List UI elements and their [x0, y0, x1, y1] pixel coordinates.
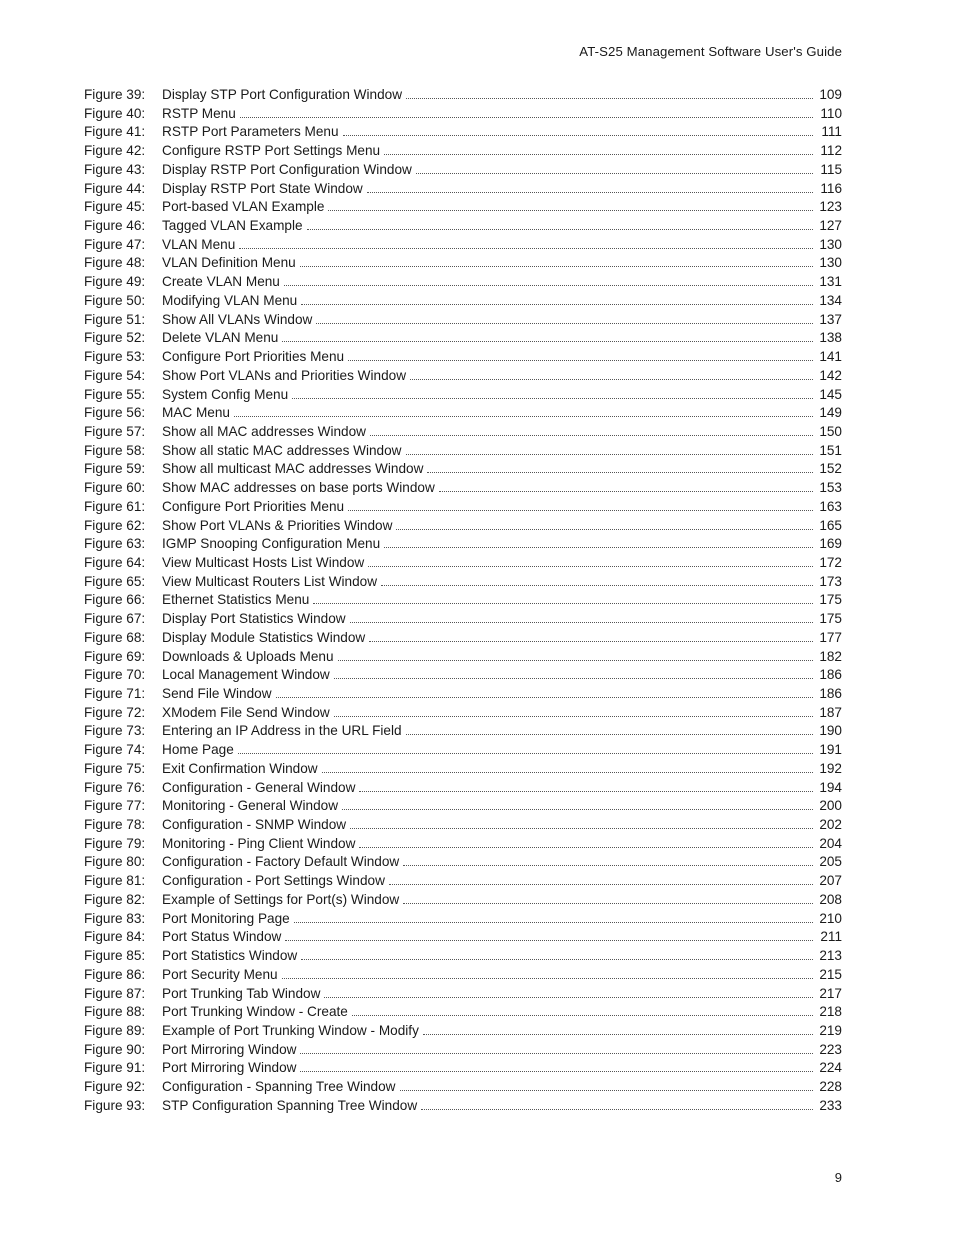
toc-entry[interactable]	[84, 835, 842, 854]
figure-label: Figure 58:	[84, 442, 146, 458]
dot-leader	[348, 509, 813, 511]
figure-page-number: 109	[819, 87, 842, 102]
dot-leader	[389, 883, 813, 885]
figure-page-number: 153	[819, 480, 842, 496]
figure-title: Show all multicast MAC addresses Window	[162, 461, 424, 477]
figure-title: Delete VLAN Menu	[162, 330, 279, 346]
figure-title: Display Port Statistics Window	[162, 611, 346, 627]
dot-leader	[348, 359, 813, 361]
figure-page-number: 208	[819, 891, 842, 907]
toc-entry[interactable]	[84, 236, 842, 255]
figure-page-number: 219	[819, 1022, 842, 1038]
running-header: AT-S25 Management Software User's Guide	[579, 44, 842, 59]
figure-page-number: 115	[820, 161, 842, 177]
figure-page-number: 207	[819, 873, 842, 889]
figure-label: Figure 68:	[84, 629, 146, 645]
figure-title: Monitoring - Ping Client Window	[162, 835, 356, 851]
figure-title: Port Trunking Tab Window	[162, 985, 321, 1001]
dot-leader	[284, 284, 813, 286]
dot-leader	[359, 846, 813, 848]
figure-label: Figure 86:	[84, 966, 146, 982]
figure-page-number: 149	[819, 405, 842, 421]
figure-label: Figure 73:	[84, 723, 146, 739]
dot-leader	[367, 191, 813, 193]
figure-page-number: 205	[819, 854, 842, 870]
dot-leader	[316, 322, 813, 324]
toc-entry[interactable]	[84, 1097, 842, 1116]
figure-title: Configuration - Port Settings Window	[162, 873, 385, 889]
dot-leader	[381, 584, 813, 586]
figure-label: Figure 59:	[84, 461, 146, 477]
dot-leader	[300, 1052, 813, 1054]
figure-page-number: 204	[819, 835, 842, 851]
toc-entry[interactable]	[84, 198, 842, 217]
figure-title: Configuration - Spanning Tree Window	[162, 1079, 396, 1095]
figure-page-number: 228	[819, 1079, 842, 1095]
figure-label: Figure 88:	[84, 1004, 146, 1020]
figure-title: Example of Settings for Port(s) Window	[162, 891, 400, 907]
figure-label: Figure 49:	[84, 274, 146, 290]
figure-title: Display STP Port Configuration Window	[162, 87, 403, 102]
toc-entry[interactable]	[84, 910, 842, 929]
figure-label: Figure 47:	[84, 236, 146, 252]
toc-entry[interactable]	[84, 722, 842, 741]
toc-entry[interactable]	[84, 123, 842, 142]
toc-entry[interactable]	[84, 554, 842, 573]
toc-entry[interactable]	[84, 685, 842, 704]
figure-label: Figure 56:	[84, 405, 146, 421]
figure-title: Port Status Window	[162, 929, 282, 945]
figure-title: Configuration - General Window	[162, 779, 356, 795]
figure-title: Tagged VLAN Example	[162, 218, 303, 234]
figure-label: Figure 54:	[84, 367, 146, 383]
figure-page-number: 213	[819, 948, 842, 964]
figure-label: Figure 91:	[84, 1060, 146, 1076]
figure-label: Figure 85:	[84, 948, 146, 964]
figure-title: Show All VLANs Window	[162, 311, 313, 327]
figure-page-number: 187	[819, 704, 842, 720]
figure-label: Figure 74:	[84, 742, 146, 758]
dot-leader	[342, 808, 813, 810]
dot-leader	[307, 228, 813, 230]
figure-page-number: 123	[819, 199, 842, 215]
figure-title: Create VLAN Menu	[162, 274, 280, 290]
figure-page-number: 112	[820, 143, 842, 159]
figure-page-number: 145	[819, 386, 842, 402]
toc-entry[interactable]	[84, 311, 842, 330]
figure-title: RSTP Port Parameters Menu	[162, 124, 339, 140]
figure-title: Show MAC addresses on base ports Window	[162, 480, 435, 496]
figure-page-number: 169	[819, 536, 842, 552]
figure-label: Figure 42:	[84, 143, 146, 159]
figure-label: Figure 40:	[84, 105, 146, 121]
figure-label: Figure 79:	[84, 835, 146, 851]
toc-entry[interactable]	[84, 348, 842, 367]
dot-leader	[403, 902, 813, 904]
toc-entry[interactable]	[84, 1003, 842, 1022]
toc-entry[interactable]	[84, 779, 842, 798]
toc-entry[interactable]	[84, 423, 842, 442]
toc-entry[interactable]	[84, 479, 842, 498]
figure-page-number: 150	[819, 423, 842, 439]
figure-label: Figure 81:	[84, 873, 146, 889]
figure-page-number: 131	[819, 274, 842, 290]
dot-leader	[350, 827, 813, 829]
figure-page-number: 142	[819, 367, 842, 383]
figure-label: Figure 83:	[84, 910, 146, 926]
figure-label: Figure 52:	[84, 330, 146, 346]
dot-leader	[406, 97, 813, 99]
list-of-figures	[84, 86, 842, 1116]
page-number: 9	[834, 1170, 842, 1185]
toc-entry[interactable]	[84, 872, 842, 891]
toc-entry[interactable]	[84, 498, 842, 517]
figure-label: Figure 82:	[84, 891, 146, 907]
figure-label: Figure 44:	[84, 180, 146, 196]
figure-label: Figure 39:	[84, 87, 146, 102]
toc-entry[interactable]	[84, 86, 842, 105]
toc-entry[interactable]	[84, 629, 842, 648]
figure-title: Show Port VLANs & Priorities Window	[162, 517, 393, 533]
toc-entry[interactable]	[84, 985, 842, 1004]
figure-label: Figure 77:	[84, 798, 146, 814]
figure-page-number: 224	[819, 1060, 842, 1076]
figure-label: Figure 64:	[84, 554, 146, 570]
figure-label: Figure 69:	[84, 648, 146, 664]
figure-title: Show all static MAC addresses Window	[162, 442, 402, 458]
figure-label: Figure 71:	[84, 686, 146, 701]
dot-leader	[406, 453, 814, 455]
figure-label: Figure 55:	[84, 386, 146, 402]
toc-entry[interactable]	[84, 161, 842, 180]
toc-entry[interactable]	[84, 535, 842, 554]
dot-leader	[350, 621, 813, 623]
figure-label: Figure 75:	[84, 760, 146, 776]
figure-label: Figure 57:	[84, 423, 146, 439]
figure-page-number: 151	[819, 442, 842, 458]
figure-title: Home Page	[162, 742, 234, 758]
dot-leader	[410, 378, 813, 380]
toc-entry[interactable]	[84, 404, 842, 423]
figure-page-number: 186	[819, 686, 842, 701]
figure-title: Display RSTP Port Configuration Window	[162, 161, 412, 177]
figure-page-number: 191	[819, 742, 842, 758]
toc-entry[interactable]	[84, 666, 842, 685]
figure-label: Figure 84:	[84, 929, 146, 945]
figure-page-number: 152	[819, 461, 842, 477]
figure-title: Port Statistics Window	[162, 948, 298, 964]
dot-leader	[322, 771, 813, 773]
toc-entry[interactable]	[84, 460, 842, 479]
figure-page-number: 210	[819, 910, 842, 926]
toc-entry[interactable]	[84, 180, 842, 199]
figure-label: Figure 92:	[84, 1079, 146, 1095]
toc-entry[interactable]	[84, 928, 842, 947]
figure-page-number: 138	[819, 330, 842, 346]
figure-label: Figure 67:	[84, 611, 146, 627]
figure-title: Downloads & Uploads Menu	[162, 648, 334, 664]
figure-label: Figure 72:	[84, 704, 146, 720]
figure-title: Display Module Statistics Window	[162, 629, 366, 645]
dot-leader	[352, 1014, 813, 1016]
figure-label: Figure 70:	[84, 667, 146, 683]
figure-label: Figure 76:	[84, 779, 146, 795]
figure-title: Local Management Window	[162, 667, 330, 683]
dot-leader	[324, 996, 813, 998]
figure-title: XModem File Send Window	[162, 704, 330, 720]
figure-page-number: 190	[819, 723, 842, 739]
toc-entry[interactable]	[84, 105, 842, 124]
figure-page-number: 182	[819, 648, 842, 664]
figure-page-number: 175	[819, 611, 842, 627]
dot-leader	[301, 303, 813, 305]
figure-title: Port Monitoring Page	[162, 910, 290, 926]
toc-entry[interactable]	[84, 254, 842, 273]
figure-title: VLAN Definition Menu	[162, 255, 296, 271]
figure-title: Port-based VLAN Example	[162, 199, 325, 215]
figure-page-number: 111	[821, 124, 842, 140]
figure-label: Figure 53:	[84, 349, 146, 365]
toc-entry[interactable]	[84, 142, 842, 161]
figure-title: View Multicast Routers List Window	[162, 573, 378, 589]
figure-page-number: 200	[819, 798, 842, 814]
dot-leader	[416, 172, 813, 174]
toc-entry[interactable]	[84, 853, 842, 872]
dot-leader	[406, 733, 813, 735]
toc-entry[interactable]	[84, 273, 842, 292]
figure-label: Figure 46:	[84, 218, 146, 234]
toc-entry[interactable]	[84, 741, 842, 760]
figure-page-number: 218	[819, 1004, 842, 1020]
figure-title: Example of Port Trunking Window - Modify	[162, 1022, 419, 1038]
toc-entry[interactable]	[84, 610, 842, 629]
figure-title: Port Mirroring Window	[162, 1041, 297, 1057]
toc-entry[interactable]	[84, 1059, 842, 1078]
figure-title: Configuration - SNMP Window	[162, 817, 347, 833]
dot-leader	[313, 602, 813, 604]
figure-page-number: 202	[819, 817, 842, 833]
figure-label: Figure 51:	[84, 311, 146, 327]
dot-leader	[370, 434, 813, 436]
dot-leader	[396, 528, 813, 530]
figure-page-number: 116	[820, 180, 842, 196]
figure-title: Exit Confirmation Window	[162, 760, 318, 776]
figure-label: Figure 41:	[84, 124, 146, 140]
toc-entry[interactable]	[84, 573, 842, 592]
figure-label: Figure 48:	[84, 255, 146, 271]
figure-page-number: 223	[819, 1041, 842, 1057]
dot-leader	[334, 677, 813, 679]
figure-label: Figure 61:	[84, 498, 146, 514]
dot-leader	[368, 565, 813, 567]
toc-entry[interactable]	[84, 591, 842, 610]
dot-leader	[282, 340, 813, 342]
figure-title: Modifying VLAN Menu	[162, 292, 298, 308]
figure-page-number: 175	[819, 592, 842, 608]
dot-leader	[338, 659, 813, 661]
dot-leader	[427, 471, 813, 473]
figure-title: Port Trunking Window - Create	[162, 1004, 348, 1020]
dot-leader	[369, 640, 813, 642]
figure-label: Figure 90:	[84, 1041, 146, 1057]
figure-title: STP Configuration Spanning Tree Window	[162, 1097, 418, 1113]
toc-entry[interactable]	[84, 760, 842, 779]
figure-title: Port Security Menu	[162, 966, 278, 982]
dot-leader	[384, 546, 813, 548]
toc-entry[interactable]	[84, 648, 842, 667]
toc-entry[interactable]	[84, 816, 842, 835]
figure-label: Figure 63:	[84, 536, 146, 552]
toc-entry[interactable]	[84, 947, 842, 966]
figure-title: IGMP Snooping Configuration Menu	[162, 536, 381, 552]
dot-leader	[238, 752, 813, 754]
toc-entry[interactable]	[84, 292, 842, 311]
figure-title: System Config Menu	[162, 386, 289, 402]
figure-page-number: 211	[820, 929, 842, 945]
dot-leader	[282, 977, 813, 979]
dot-leader	[384, 153, 813, 155]
figure-page-number: 233	[819, 1097, 842, 1113]
toc-entry[interactable]	[84, 1078, 842, 1097]
toc-entry[interactable]	[84, 891, 842, 910]
figure-title: Ethernet Statistics Menu	[162, 592, 310, 608]
figure-title: VLAN Menu	[162, 236, 236, 252]
dot-leader	[400, 1089, 814, 1091]
figure-title: View Multicast Hosts List Window	[162, 554, 365, 570]
figure-label: Figure 89:	[84, 1022, 146, 1038]
dot-leader	[301, 958, 813, 960]
figure-label: Figure 43:	[84, 161, 146, 177]
dot-leader	[239, 247, 813, 249]
figure-label: Figure 65:	[84, 573, 146, 589]
figure-page-number: 172	[819, 554, 842, 570]
figure-title: Show all MAC addresses Window	[162, 423, 366, 439]
dot-leader	[285, 939, 813, 941]
toc-entry[interactable]	[84, 442, 842, 461]
toc-entry[interactable]	[84, 797, 842, 816]
dot-leader	[343, 134, 813, 136]
figure-page-number: 165	[819, 517, 842, 533]
figure-page-number: 130	[819, 255, 842, 271]
dot-leader	[423, 1033, 813, 1035]
figure-page-number: 127	[819, 218, 842, 234]
figure-title: Monitoring - General Window	[162, 798, 339, 814]
toc-entry[interactable]	[84, 217, 842, 236]
dot-leader	[300, 1070, 813, 1072]
toc-entry[interactable]	[84, 386, 842, 405]
figure-label: Figure 62:	[84, 517, 146, 533]
figure-title: Entering an IP Address in the URL Field	[162, 723, 402, 739]
figure-page-number: 186	[819, 667, 842, 683]
figure-title: Show Port VLANs and Priorities Window	[162, 367, 407, 383]
dot-leader	[300, 265, 813, 267]
toc-entry[interactable]	[84, 367, 842, 386]
figure-page-number: 110	[820, 105, 842, 121]
dot-leader	[359, 790, 813, 792]
figure-page-number: 163	[819, 498, 842, 514]
figure-title: Display RSTP Port State Window	[162, 180, 363, 196]
figure-label: Figure 87:	[84, 985, 146, 1001]
figure-label: Figure 78:	[84, 817, 146, 833]
dot-leader	[421, 1108, 813, 1110]
figure-title: RSTP Menu	[162, 105, 236, 121]
figure-page-number: 217	[819, 985, 842, 1001]
figure-title: Send File Window	[162, 686, 272, 701]
figure-page-number: 194	[819, 779, 842, 795]
toc-entry[interactable]	[84, 517, 842, 536]
figure-page-number: 177	[819, 629, 842, 645]
figure-page-number: 130	[819, 236, 842, 252]
figure-page-number: 137	[819, 311, 842, 327]
figure-page-number: 215	[819, 966, 842, 982]
dot-leader	[292, 397, 813, 399]
figure-label: Figure 60:	[84, 480, 146, 496]
dot-leader	[403, 864, 813, 866]
figure-page-number: 141	[819, 349, 842, 365]
figure-title: Port Mirroring Window	[162, 1060, 297, 1076]
dot-leader	[234, 415, 813, 417]
dot-leader	[328, 209, 813, 211]
figure-label: Figure 93:	[84, 1097, 146, 1113]
dot-leader	[439, 490, 813, 492]
figure-label: Figure 80:	[84, 854, 146, 870]
figure-label: Figure 66:	[84, 592, 146, 608]
dot-leader	[294, 921, 813, 923]
dot-leader	[276, 696, 813, 698]
figure-title: Configure Port Priorities Menu	[162, 498, 345, 514]
figure-title: Configure Port Priorities Menu	[162, 349, 345, 365]
toc-entry[interactable]	[84, 704, 842, 723]
figure-title: MAC Menu	[162, 405, 230, 421]
dot-leader	[334, 715, 813, 717]
figure-label: Figure 50:	[84, 292, 146, 308]
figure-page-number: 173	[819, 573, 842, 589]
toc-entry[interactable]	[84, 329, 842, 348]
dot-leader	[240, 116, 813, 118]
figure-label: Figure 45:	[84, 199, 146, 215]
toc-entry[interactable]	[84, 1041, 842, 1060]
toc-entry[interactable]	[84, 1022, 842, 1041]
figure-title: Configure RSTP Port Settings Menu	[162, 143, 381, 159]
toc-entry[interactable]	[84, 966, 842, 985]
figure-title: Configuration - Factory Default Window	[162, 854, 400, 870]
figure-page-number: 192	[819, 760, 842, 776]
figure-page-number: 134	[819, 292, 842, 308]
